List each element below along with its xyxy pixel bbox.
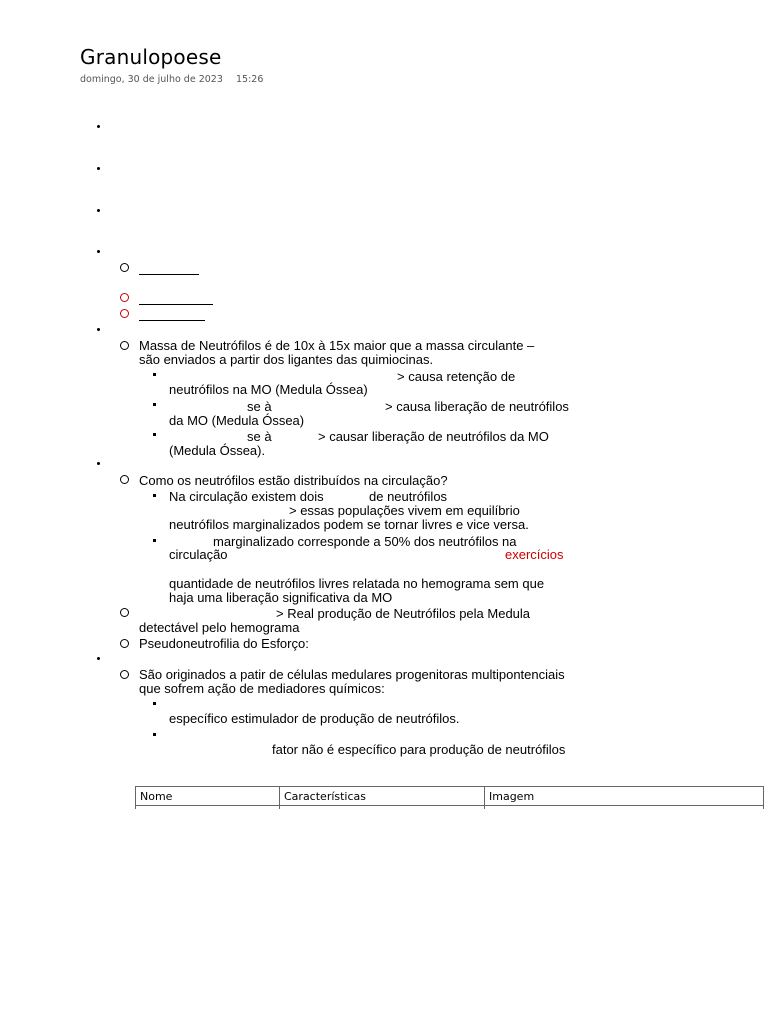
text-line: quantidade de neutrófilos livres relatada no hemograma sem que <box>169 576 545 591</box>
page-date: domingo, 30 de julho de 2023 <box>80 74 223 85</box>
bullet-1 <box>97 125 100 128</box>
text-line: da MO (Medula Óssea) <box>169 413 305 428</box>
bullet-4 <box>97 250 100 253</box>
circle-bullet <box>120 341 129 350</box>
bullet-5 <box>97 328 100 331</box>
text-line: > Real produção de Neutrófilos pela Medula <box>276 606 531 621</box>
text-line: se à <box>247 399 272 414</box>
table-header-cell: Imagem <box>485 787 764 806</box>
text-line: circulação <box>169 547 228 562</box>
text-line: fator não é específico para produção de neutrófilos <box>272 742 566 757</box>
text-line: > essas populações vivem em equilíbrio <box>289 503 520 518</box>
text-line-red: exercícios <box>505 547 564 562</box>
text-line: que sofrem ação de mediadores químicos: <box>139 681 385 696</box>
square-bullet <box>153 433 156 436</box>
data-table <box>135 786 764 809</box>
square-bullet <box>153 373 156 376</box>
circle-bullet <box>120 670 129 679</box>
table-cell <box>280 806 485 810</box>
text-line: > causa liberação de neutrófilos <box>385 399 569 414</box>
circle-bullet <box>120 608 129 617</box>
text-line: (Medula Óssea). <box>169 443 266 458</box>
text-line: Massa de Neutrófilos é de 10x à 15x maior que a massa circulante – <box>139 338 535 353</box>
text-line: detectável pelo hemograma <box>139 620 300 635</box>
table-cell <box>136 806 280 810</box>
text-line: Pseudoneutrofilia do Esforço: <box>139 636 309 651</box>
circle-bullet-red <box>120 293 129 302</box>
blank-line <box>139 304 213 305</box>
circle-bullet <box>120 475 129 484</box>
text-line: Na circulação existem dois <box>169 489 324 504</box>
text-line: neutrófilos marginalizados podem se tornar livres e vice versa. <box>169 517 529 532</box>
bullet-7 <box>97 657 100 660</box>
square-bullet <box>153 403 156 406</box>
blank-line <box>139 274 199 275</box>
table-header-cell: Características <box>280 787 485 806</box>
text-line: São originados a patir de células medulares progenitoras multipontenciais <box>139 667 565 682</box>
text-line: marginalizado corresponde a 50% dos neutrófilos na <box>213 534 517 549</box>
text-line: > causa retenção de <box>397 369 516 384</box>
bullet-6 <box>97 462 100 465</box>
bullet-2 <box>97 167 100 170</box>
square-bullet <box>153 539 156 542</box>
text-line: se à <box>247 429 272 444</box>
text-line: Como os neutrófilos estão distribuídos na circulação? <box>139 473 448 488</box>
text-line: > causar liberação de neutrófilos da MO <box>318 429 549 444</box>
table-row <box>136 806 764 810</box>
text-line: de neutrófilos <box>369 489 448 504</box>
blank-line <box>139 320 205 321</box>
text-line: neutrófilos na MO (Medula Óssea) <box>169 382 368 397</box>
text-line: específico estimulador de produção de neutrófilos. <box>169 711 460 726</box>
page-time: 15:26 <box>236 74 264 85</box>
table-header-row <box>136 787 764 806</box>
page-title: Granulopoese <box>80 45 222 69</box>
circle-bullet <box>120 263 129 272</box>
circle-bullet <box>120 639 129 648</box>
bullet-3 <box>97 209 100 212</box>
text-line: haja uma liberação significativa da MO <box>169 590 393 605</box>
square-bullet <box>153 494 156 497</box>
circle-bullet-red <box>120 309 129 318</box>
square-bullet <box>153 702 156 705</box>
table-header-cell: Nome <box>136 787 280 806</box>
text-line: são enviados a partir dos ligantes das quimiocinas. <box>139 352 434 367</box>
square-bullet <box>153 733 156 736</box>
table-cell <box>485 806 764 810</box>
